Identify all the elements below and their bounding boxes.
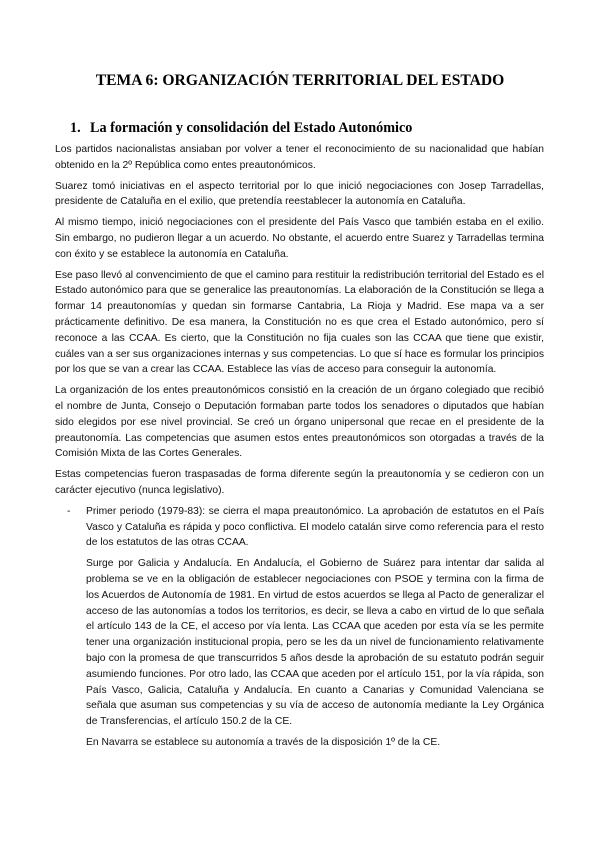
- paragraph: Estas competencias fueron traspasadas de forma diferente según la preautonomía y se cedieron con un carácter ejecutivo (nunca legislativo).: [55, 469, 544, 496]
- document-body: [55, 142, 544, 756]
- section-number: 1.: [70, 120, 81, 136]
- paragraph: Al mismo tiempo, inició negociaciones con el presidente del País Vasco que también estaba en el exilio. Sin embargo, no pudieron llegar a un acuerdo. No obstante, el acuerdo entre Suarez y Tarradellas termina con éxito y se establece la autonomía en Cataluña.: [55, 217, 544, 260]
- bullet-item: [55, 504, 544, 551]
- section-title: La formación y consolidación del Estado Autonómico: [90, 120, 413, 136]
- paragraph: La organización de los entes preautonómicos consistió en la creación de un órgano colegiado que recibió el nombre de Junta, Consejo o Deputación formaban parte todos los senadores o diputados que habían sido elegidos por ese nivel provincial. Se creó un órgano unipersonal que recae en el presidente de la preautonomía. Las competencias que asumen estos entes preautonómicos son otorgadas a través de la Comisión Mixta de las Cortes Generales.: [55, 385, 544, 460]
- bullet-marker: -: [67, 505, 71, 517]
- indented-block: [55, 556, 544, 751]
- page-title: TEMA 6: ORGANIZACIÓN TERRITORIAL DEL ESTADO: [95, 72, 505, 89]
- paragraph: Suarez tomó iniciativas en el aspecto territorial por lo que inició negociaciones con Josep Tarradellas, presidente de Cataluña en el exilio, que pretendía reestablecer la autonomía en Cataluña.: [55, 180, 544, 208]
- indented-paragraph: Surge por Galicia y Andalucía. En Andalucía, el Gobierno de Suárez para intentar dar salida al problema se ve en la obligación de establecer negociaciones con PSOE y termina con la firma de los Acuerdos de Autonomía de 1981. En virtud de estos acuerdos se llega al Pacto de generalizar el acceso de las autonomías a todos los territorios, es decir, se lleva a cabo en virtud de lo que señala el artículo 143 de la CE, el acceso por vía lenta. Las CCAA que aceden por esta vía se les permite tener una organización institucional propia, pero se les da un nivel de funcionamiento relativamente bajo con la promesa de que transcurridos 5 años desde la aprobación de su estatuto podrán seguir asumiendo funciones. Por otro lado, las CCAA que aceden por el artículo 151, por la vía rápida, son País Vasco, Galicia, Cataluña y Andalucía. En cuanto a Canarias y Comunidad Valenciana se señala que asuman sus competencias y su vía de acceso de autonomía mediante la Ley Orgánica de Transferencias, el artículo 150.2 de la CE.: [86, 558, 544, 728]
- paragraph: Ese paso llevó al convencimiento de que el camino para restituir la redistribución territorial del Estado es el Estado autonómico para que se generalice las preautonomías. La elaboración de la Constitución se llega a formar 14 preautonomías y quedan sin formarse Cantabria, La Rioja y Madrid. Ese mapa va a ser prácticamente definitivo. De esa manera, la Constitución no es que crea el Estado autonómico, pero sí reconoce a las CCAA. Es cierto, que la Constitución no fija cuales son las CCAA que tiene que existir, cuáles van a ser sus organizaciones internas y sus competencias. Lo que sí hace es formular los principios por los que se van a crear las CCAA. Establece las vías de acceso para conseguir la autonomía.: [55, 269, 544, 376]
- section-heading: [70, 120, 412, 137]
- indented-paragraph: En Navarra se establece su autonomía a través de la disposición 1º de la CE.: [86, 736, 441, 748]
- paragraph: Los partidos nacionalistas ansiaban por volver a tener el reconocimiento de su nacionalidad que habían obtenido en la 2º República como entes preautonómicos.: [55, 144, 544, 171]
- bullet-text: Primer periodo (1979-83): se cierra el mapa preautonómico. La aprobación de estatutos en el País Vasco y Cataluña es rápida y poco conflictiva. El modelo catalán sirve como referencia para el resto de los estatutos de las otras CCAA.: [86, 505, 544, 549]
